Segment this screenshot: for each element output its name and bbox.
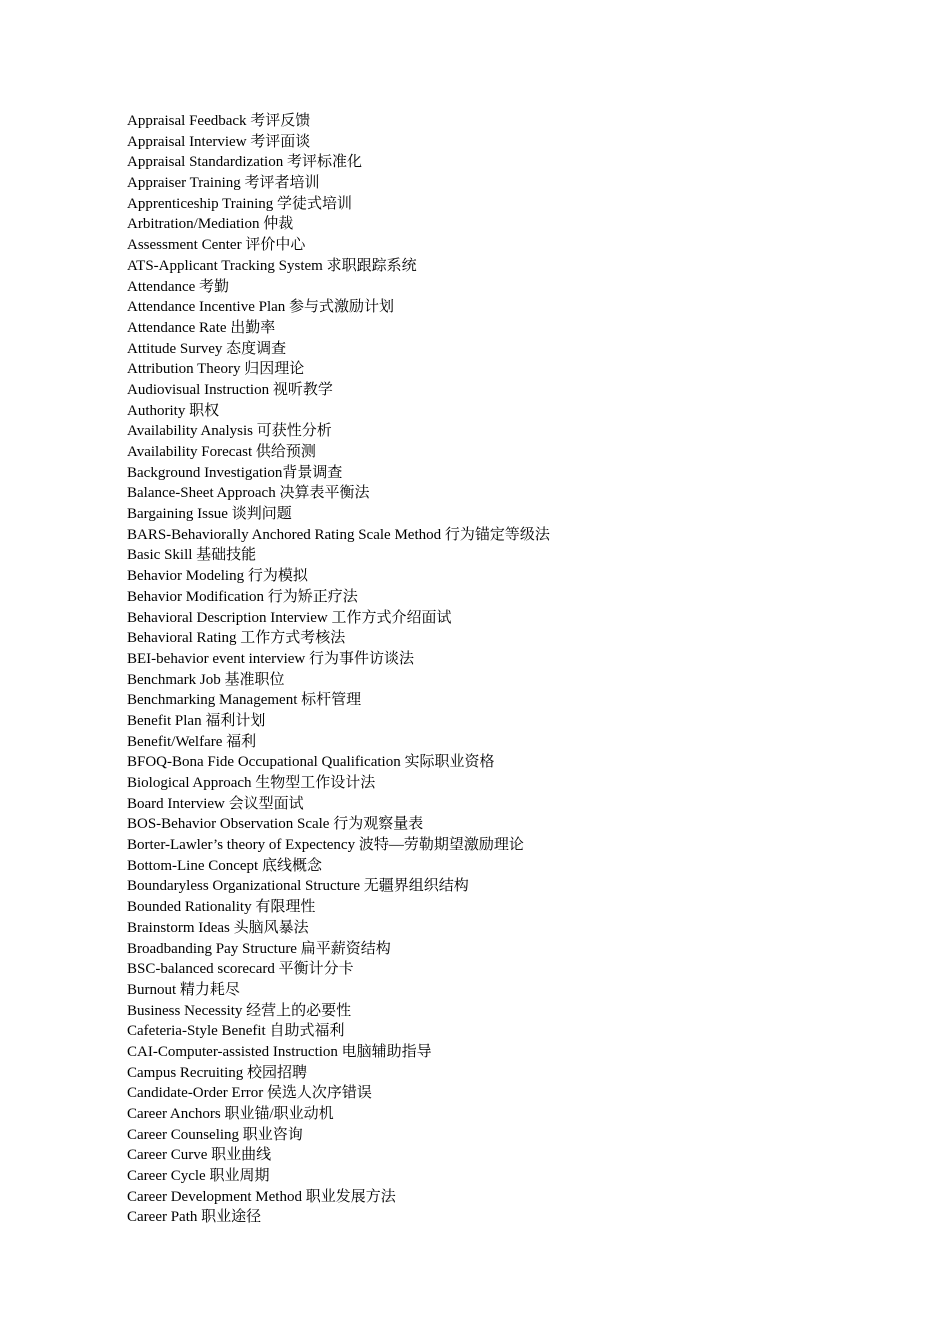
glossary-term: ATS-Applicant Tracking System 求职跟踪系统 <box>127 257 417 274</box>
glossary-term: Business Necessity 经营上的必要性 <box>127 1002 352 1019</box>
glossary-term: Attendance Rate 出勤率 <box>127 319 276 336</box>
glossary-term: Audiovisual Instruction 视听教学 <box>127 381 333 398</box>
glossary-term: Campus Recruiting 校园招聘 <box>127 1064 307 1081</box>
glossary-term: Attendance 考勤 <box>127 278 230 295</box>
glossary-term: Bargaining Issue 谈判问题 <box>127 506 292 523</box>
glossary-term: Appraisal Interview 考评面谈 <box>127 133 311 150</box>
glossary-term: Cafeteria-Style Benefit 自助式福利 <box>127 1023 345 1040</box>
glossary-term: Availability Forecast 供给预测 <box>127 444 316 460</box>
glossary-term: Benchmarking Management 标杆管理 <box>127 692 362 709</box>
glossary-term: Burnout 精力耗尽 <box>127 981 240 998</box>
glossary-term: Assessment Center 评价中心 <box>127 237 306 254</box>
glossary-term: Career Development Method 职业发展方法 <box>127 1188 396 1205</box>
glossary-term: Arbitration/Mediation 仲裁 <box>127 216 294 233</box>
document-page <box>127 111 907 1228</box>
glossary-term: Attitude Survey 态度调查 <box>127 340 287 357</box>
glossary-term: Career Anchors 职业锚/职业动机 <box>127 1106 334 1122</box>
glossary-term: Career Counseling 职业咨询 <box>127 1126 303 1143</box>
glossary-term: BEI-behavior event interview 行为事件访谈法 <box>127 650 415 667</box>
glossary-term: Background Investigation背景调查 <box>127 464 343 481</box>
glossary-term: Boundaryless Organizational Structure 无疆界组织结构 <box>127 878 469 895</box>
glossary-term: BARS-Behaviorally Anchored Rating Scale Method 行为锚定等级法 <box>127 526 550 543</box>
glossary-term: Appraisal Feedback 考评反馈 <box>127 113 311 129</box>
glossary-term: CAI-Computer-assisted Instruction 电脑辅助指导 <box>127 1043 432 1060</box>
glossary-term: Bounded Rationality 有限理性 <box>127 899 316 916</box>
glossary-term: BOS-Behavior Observation Scale 行为观察量表 <box>127 816 424 833</box>
glossary-term: Authority 职权 <box>127 402 220 419</box>
glossary-term: Balance-Sheet Approach 决算表平衡法 <box>127 485 370 502</box>
glossary-term: Benefit Plan 福利计划 <box>127 712 266 729</box>
glossary-term: Candidate-Order Error 侯选人次序错误 <box>127 1085 372 1102</box>
glossary-term: Basic Skill 基础技能 <box>127 547 257 564</box>
glossary-term: Apprenticeship Training 学徒式培训 <box>127 195 352 212</box>
glossary-term: Career Curve 职业曲线 <box>127 1147 272 1164</box>
glossary-term: Behavior Modeling 行为模拟 <box>127 568 308 585</box>
glossary-term: Behavioral Rating 工作方式考核法 <box>127 630 346 647</box>
glossary-term: Bottom-Line Concept 底线概念 <box>127 857 322 874</box>
glossary-term: Broadbanding Pay Structure 扁平薪资结构 <box>127 940 391 957</box>
glossary-term: BFOQ-Bona Fide Occupational Qualification 实际职业资格 <box>127 754 495 771</box>
glossary-term: Behavioral Description Interview 工作方式介绍面试 <box>127 609 452 626</box>
glossary-term: BSC-balanced scorecard 平衡计分卡 <box>127 961 354 978</box>
glossary-term: Attribution Theory 归因理论 <box>127 361 305 378</box>
glossary-term: Behavior Modification 行为矫正疗法 <box>127 588 358 605</box>
glossary-term: Benchmark Job 基准职位 <box>127 671 285 688</box>
glossary-term: Availability Analysis 可获性分析 <box>127 423 332 440</box>
glossary-term: Career Path 职业途径 <box>127 1209 262 1226</box>
glossary-term: Brainstorm Ideas 头脑风暴法 <box>127 919 309 936</box>
glossary-term: Borter-Lawler’s theory of Expectency 波特—劳勒期望激励理论 <box>127 837 524 854</box>
glossary-term: Appraiser Training 考评者培训 <box>127 175 320 192</box>
glossary-term-list <box>127 111 907 1228</box>
glossary-term: Attendance Incentive Plan 参与式激励计划 <box>127 299 395 316</box>
glossary-term: Board Interview 会议型面试 <box>127 795 304 812</box>
glossary-term: Benefit/Welfare 福利 <box>127 733 257 750</box>
glossary-term: Biological Approach 生物型工作设计法 <box>127 775 376 791</box>
glossary-term: Career Cycle 职业周期 <box>127 1168 270 1185</box>
glossary-term: Appraisal Standardization 考评标准化 <box>127 154 362 171</box>
